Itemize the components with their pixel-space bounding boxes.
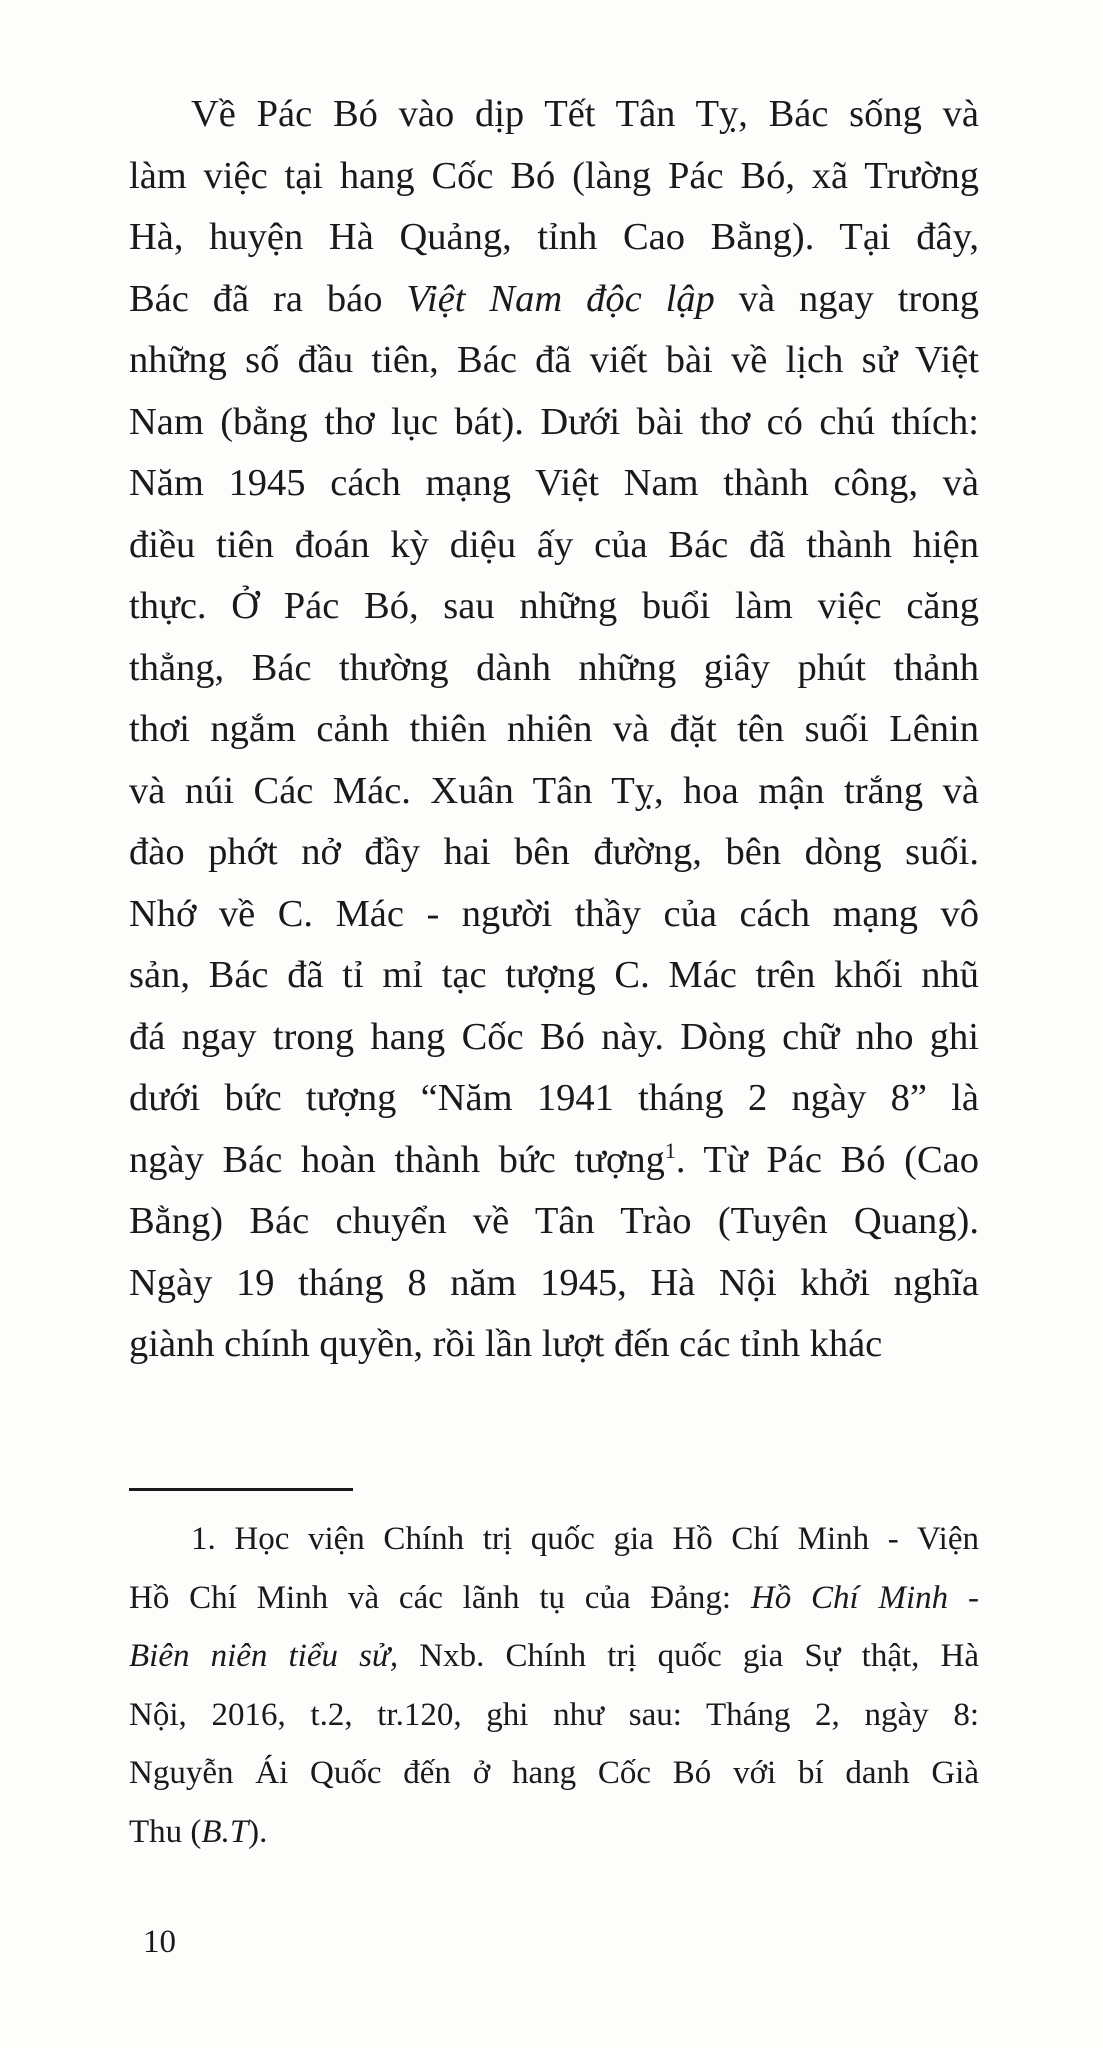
book-title: Biên niên tiểu sử, <box>129 1638 399 1674</box>
footnote-line <box>129 1803 979 1862</box>
text-run: ). <box>248 1813 268 1850</box>
text-line: những số đầu tiên, Bác đã viết bài về lịch sử Việt <box>129 339 979 381</box>
text-line: Ngày 19 tháng 8 năm 1945, Hà Nội khởi nghĩa <box>129 1261 979 1304</box>
footnote-divider <box>129 1488 353 1491</box>
text-line: Nhớ về C. Mác - người thầy của cách mạng vô <box>129 892 979 935</box>
footnote-line: Nội, 2016, t.2, tr.120, ghi như sau: Tháng 2, ngày 8: <box>129 1696 979 1733</box>
text-run: Nxb. Chính trị quốc gia Sự thật, Hà <box>398 1638 979 1674</box>
text-line: thẳng, Bác thường dành những giây phút thảnh <box>129 646 979 689</box>
text-line <box>129 269 979 331</box>
text-line: Bằng) Bác chuyển về Tân Trào (Tuyên Quang). <box>129 1200 979 1242</box>
page-number: 10 <box>143 1924 176 1960</box>
book-title: Hồ Chí Minh - <box>750 1579 979 1616</box>
footnote-reference[interactable]: 1 <box>664 1137 676 1163</box>
text-line: dưới bức tượng “Năm 1941 tháng 2 ngày 8” là <box>129 1077 979 1119</box>
footnote-line <box>129 1627 979 1686</box>
text-line: thực. Ở Pác Bó, sau những buổi làm việc căng <box>129 585 979 627</box>
newspaper-title: Việt Nam độc lập <box>406 277 715 320</box>
text-line: sản, Bác đã tỉ mỉ tạc tượng C. Mác trên khối nhũ <box>129 954 979 996</box>
text-run: Hồ Chí Minh và các lãnh tụ của Đảng: <box>129 1579 751 1616</box>
footnote <box>129 1510 979 1861</box>
text-line: đá ngay trong hang Cốc Bó này. Dòng chữ nho ghi <box>129 1015 979 1058</box>
text-run: Thu ( <box>129 1813 202 1850</box>
text-line: làm việc tại hang Cốc Bó (làng Pác Bó, xã Trường <box>129 154 979 197</box>
footnote-line: 1. Học viện Chính trị quốc gia Hồ Chí Minh - Viện <box>191 1521 979 1557</box>
text-line <box>129 1130 979 1192</box>
footnote-line <box>129 1569 979 1628</box>
text-run: Bác đã ra báo <box>129 277 407 320</box>
text-line: Về Pác Bó vào dịp Tết Tân Tỵ, Bác sống và <box>191 93 979 135</box>
text-line: Năm 1945 cách mạng Việt Nam thành công, và <box>129 462 979 504</box>
text-line: đào phớt nở đầy hai bên đường, bên dòng suối. <box>129 831 979 873</box>
text-line: Hà, huyện Hà Quảng, tỉnh Cao Bằng). Tại đây, <box>129 216 979 258</box>
editor-initials: B.T <box>201 1813 249 1850</box>
footnote-line: Nguyễn Ái Quốc đến ở hang Cốc Bó với bí danh Già <box>129 1755 979 1791</box>
body-paragraph <box>129 84 979 1376</box>
text-line: thơi ngắm cảnh thiên nhiên và đặt tên suối Lênin <box>129 708 979 750</box>
text-line: giành chính quyền, rồi lần lượt đến các tỉnh khác <box>129 1323 883 1365</box>
text-run: . Từ Pác Bó (Cao <box>675 1138 979 1181</box>
text-run: ngày Bác hoàn thành bức tượng <box>129 1138 665 1181</box>
text-line: Nam (bằng thơ lục bát). Dưới bài thơ có chú thích: <box>129 400 979 443</box>
text-line: điều tiên đoán kỳ diệu ấy của Bác đã thành hiện <box>129 523 979 566</box>
text-run: và ngay trong <box>714 277 979 320</box>
text-line: và núi Các Mác. Xuân Tân Tỵ, hoa mận trắng và <box>129 769 979 812</box>
